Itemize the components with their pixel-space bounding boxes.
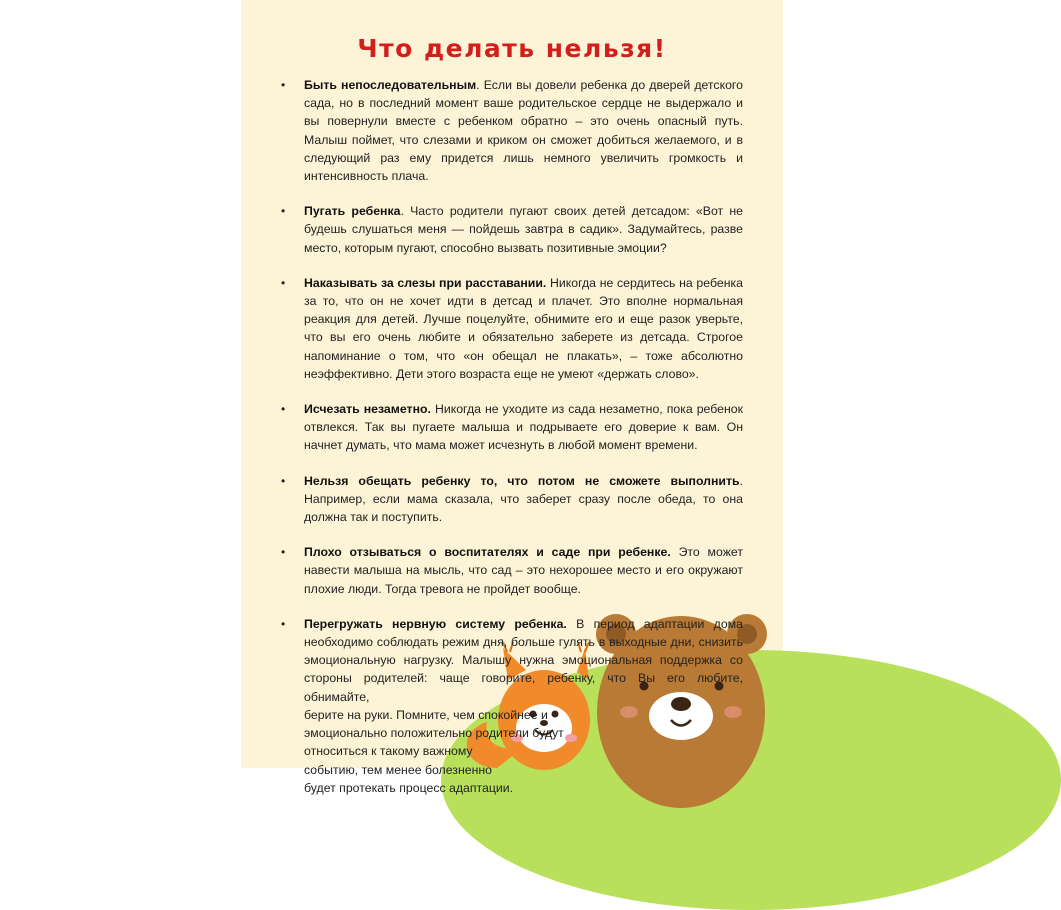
document-page xyxy=(241,0,783,795)
list-item-text xyxy=(304,615,743,706)
item-body: Это может навести малыша на мысль, что сад – это нехорошее место и его окружают плохие люди. Тогда тревога не пройдет вообще. xyxy=(304,545,743,596)
list-item-text xyxy=(304,202,743,257)
item-heading: Нельзя обещать ребенку то, что потом не сможете выполнить xyxy=(304,473,740,488)
bullet-icon: • xyxy=(281,78,286,92)
item-body: . Часто родители пугают своих детей детсадом: «Вот не будешь слушаться меня — пойдешь завтра в садик». Задумайтесь, разве место, которым пугают, способно вызвать позитивные эмоции? xyxy=(304,204,743,255)
item-body: Никогда не сердитесь на ребенка за то, что он не хочет идти в детсад и плачет. Это вполне нормальная реакция для детей. Лучше поцелуйте, обнимите его и еще разок уверьте, что вы его очень любите и обязательно заберете из детсада. Строгое напоминание о том, что «он обещал не плакать», – тоже абсолютно неэффективно. Дети этого возраста еще не умеют «держать слово». xyxy=(304,275,743,381)
page-title: Что делать нельзя! xyxy=(357,34,667,63)
bullet-icon: • xyxy=(281,204,286,219)
list-item xyxy=(277,543,743,598)
list-item-text xyxy=(304,543,743,598)
bullet-icon: • xyxy=(281,545,286,560)
list-item xyxy=(277,400,743,455)
bullet-icon: • xyxy=(281,473,286,488)
list-item-text xyxy=(304,76,743,185)
item-heading: Плохо отзываться о воспитателях и саде при ребенке. xyxy=(304,545,671,560)
bullet-icon: • xyxy=(281,275,286,290)
item-body: . Например, если мама сказала, что заберет сразу после обеда, то она должна так и поступить. xyxy=(304,473,743,525)
item-heading: Быть непоследовательным xyxy=(304,78,477,92)
tail-line: относиться к такому важному xyxy=(304,744,473,759)
bullet-icon: • xyxy=(281,616,286,631)
tail-line: эмоционально положительно родители будут xyxy=(304,726,564,741)
item-heading: Наказывать за слезы при расставании. xyxy=(304,275,547,290)
list-item xyxy=(277,472,743,527)
rules-list xyxy=(277,76,743,814)
item-heading: Пугать ребенка xyxy=(304,204,401,219)
item-body: . Если вы довели ребенка до дверей детского сада, но в последний момент ваше родительское сердце не выдержало и вы повернули вместе с ребенком обратно – это очень опасный путь. Малыш поймет, что слезами и криком он сможет добиться желаемого, и в следующий раз ему придется лишь немного увеличить громкость и интенсивность плача. xyxy=(304,78,743,184)
list-item-text xyxy=(304,274,743,383)
list-item xyxy=(277,202,743,257)
list-item xyxy=(277,76,743,185)
item-body: В период адаптации дома необходимо соблюдать режим дня, больше гулять в выходные дни, снизить эмоциональную нагрузку. Малышу нужна эмоциональная поддержка со стороны родителей: чаще говорите, ребенку, что Вы его любите, обнимайте, xyxy=(304,616,743,704)
item-heading: Исчезать незаметно. xyxy=(304,402,431,417)
list-item xyxy=(277,274,743,383)
item-body: Никогда не уходите из сада незаметно, пока ребенок отвлекся. Так вы пугаете малыша и подрываете его доверие к вам. Он начнет думать, что мама может исчезнуть в любой момент времени. xyxy=(304,402,743,453)
list-item-text xyxy=(304,400,743,455)
tail-line: событию, тем менее болезненно xyxy=(304,762,492,777)
tail-line: берите на руки. Помните, чем спокойнее и xyxy=(304,707,548,722)
list-item-text xyxy=(304,472,743,527)
item-heading: Перегружать нервную систему ребенка. xyxy=(304,616,567,631)
list-item-tail xyxy=(304,706,743,797)
list-item xyxy=(277,615,743,797)
bullet-icon: • xyxy=(281,402,286,417)
tail-line: будет протекать процесс адаптации. xyxy=(304,780,514,795)
